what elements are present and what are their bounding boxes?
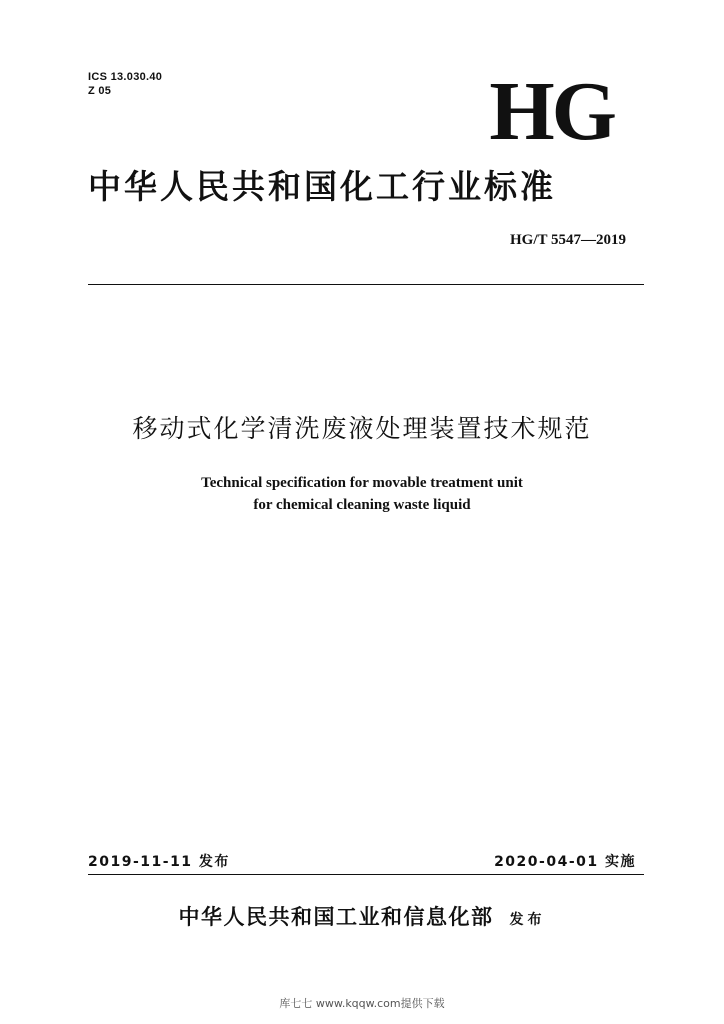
publisher-line [0, 903, 724, 934]
hg-logo: HG [489, 65, 614, 158]
publisher-action: 发布 [509, 912, 546, 928]
document-title-english-line-1: Technical specification for movable treatment unit [201, 475, 523, 491]
implementation-date: 2020-04-01 实施 [494, 854, 636, 870]
bottom-divider [88, 874, 644, 875]
top-divider [88, 284, 644, 285]
document-title-english-line-2: for chemical cleaning waste liquid [253, 497, 471, 513]
standard-number: HG/T 5547—2019 [510, 232, 626, 248]
issue-date: 2019-11-11 发布 [88, 854, 230, 870]
footer-note: 库七七 www.kqqw.com提供下载 [279, 997, 445, 1010]
ics-code: ICS 13.030.40 [88, 71, 163, 83]
document-title-chinese: 移动式化学清洗废液处理装置技术规范 [132, 414, 592, 443]
classification-code: Z 05 [88, 85, 112, 97]
publisher-name: 中华人民共和国工业和信息化部 [178, 905, 494, 929]
standard-title: 中华人民共和国化工行业标准 [88, 167, 556, 206]
